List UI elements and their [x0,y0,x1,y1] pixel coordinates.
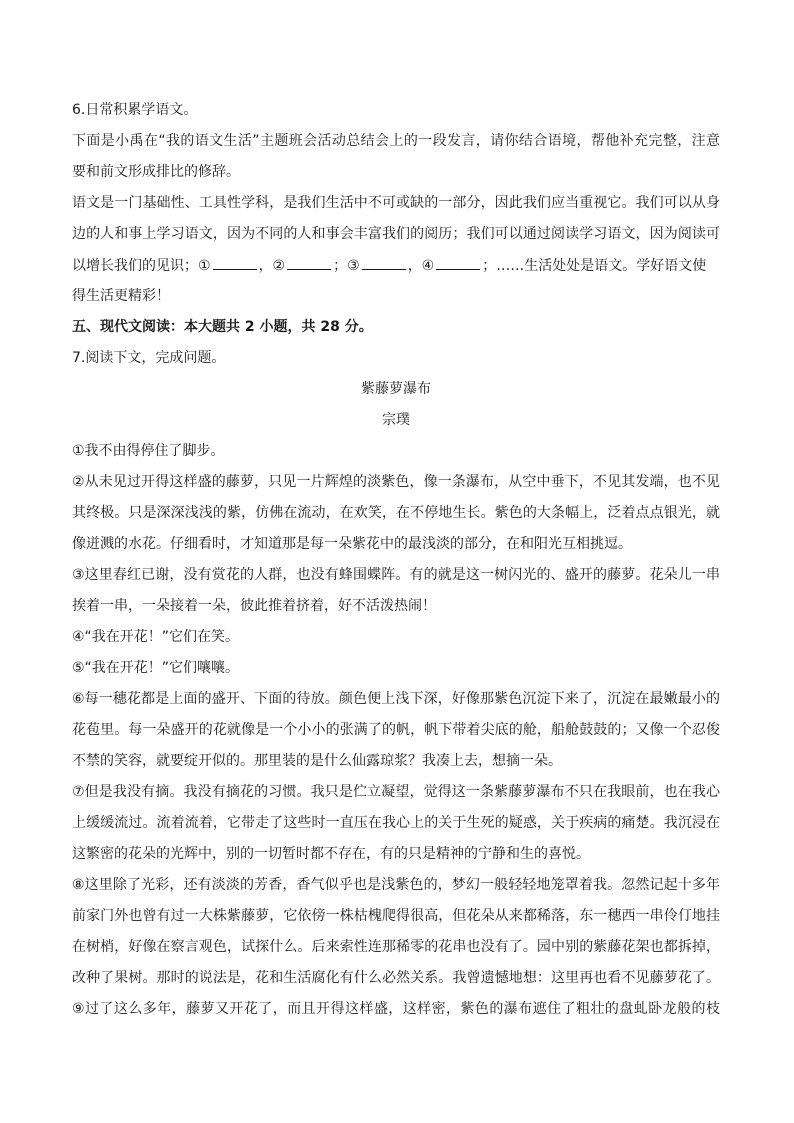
article-line: 挨着一串，一朵接着一朵，彼此推着挤着，好不活泼热闹！ [72,598,436,614]
article-author: 宗璞 [382,412,410,428]
article-line: ③这里春红已谢，没有赏花的人群，也没有蜂围蝶阵。有的就是这一树闪光的、盛开的藤萝。花朵儿一串 [72,567,720,583]
question-6-passage-line-3 [72,255,720,286]
fill-blank-2[interactable] [287,255,331,270]
article-line: ②从未见过开得这样盛的藤萝，只见一片辉煌的淡紫色，像一条瀑布，从空中垂下，不见其发端，也不见 [72,474,720,490]
article-line: 不禁的笑容，就要绽开似的。那里装的是什么仙露琼浆？我凑上去，想摘一朵。 [72,753,562,769]
question-6-passage-line-2: 边的人和事上学习语文，因为不同的人和事会丰富我们的阅历；我们可以通过阅读学习语文，因为阅读可 [72,226,720,242]
question-6-prompt-line-1: 下面是小禹在“我的语文生活”主题班会活动总结会上的一段发言，请你结合语境，帮他补充完整，注意 [72,133,720,149]
article-line: ⑧这里除了光彩，还有淡淡的芳香，香气似乎也是浅紫色的，梦幻一般轻轻地笼罩着我。忽然记起十多年 [72,877,720,893]
passage-segment: ；……生活处处是语文。学好语文使 [482,258,707,274]
question-6-title: 6.日常积累学语文。 [72,102,198,118]
article-line: ④“我在开花！”它们在笑。 [72,629,240,645]
article-line: ①我不由得停住了脚步。 [72,443,225,459]
question-6-prompt-line-2: 要和前文形成排比的修辞。 [72,164,240,180]
article-line: 上缓缓流过。流着流着，它带走了这些时一直压在我心上的关于生死的疑惑，关于疾病的痛楚。我沉浸在 [72,815,720,831]
article-line: ⑦但是我没有摘。我没有摘花的习惯。我只是伫立凝望，觉得这一条紫藤萝瀑布不只在我眼前，也在我心 [72,784,720,800]
question-7-title: 7.阅读下文，完成问题。 [72,350,226,366]
article-line: ⑤“我在开花！”它们嚷嚷。 [72,660,240,676]
fill-blank-3[interactable] [362,255,406,270]
article-line: 这繁密的花朵的光辉中，别的一切暂时都不存在，有的只是精神的宁静和生的喜悦。 [72,846,590,862]
article-title: 紫藤萝瀑布 [361,381,431,397]
passage-segment: 以增长我们的见识；① [72,258,211,274]
passage-segment: ，④ [407,258,435,274]
section-5-heading: 五、现代文阅读：本大题共 2 小题，共 28 分。 [72,319,373,335]
article-line: ⑥每一穗花都是上面的盛开、下面的待放。颜色便上浅下深，好像那紫色沉淀下来了，沉淀在最嫩最小的 [72,691,720,707]
passage-segment: ，② [258,258,286,274]
fill-blank-1[interactable] [213,255,257,270]
article-line: 前家门外也曾有过一大株紫藤萝，它依傍一株枯槐爬得很高，但花朵从来都稀落，东一穗西一串伶仃地挂 [72,908,720,924]
document-page [72,100,720,1030]
fill-blank-4[interactable] [436,255,480,270]
question-6-passage-line-1: 语文是一门基础性、工具性学科，是我们生活中不可或缺的一部分，因此我们应当重视它。我们可以从身 [72,195,720,211]
article-line: 像迸溅的水花。仔细看时，才知道那是每一朵紫花中的最浅淡的部分，在和阳光互相挑逗。 [72,536,632,552]
article-body [72,441,720,1030]
article-line: 花苞里。每一朵盛开的花就像是一个小小的张满了的帆，帆下带着尖底的舱，船舱鼓鼓的；又像一个忍俊 [72,722,720,738]
question-6-passage-line-4: 得生活更精彩！ [72,288,170,304]
passage-segment: ；③ [333,258,360,274]
article-line: 其终极。只是深深浅浅的紫，仿佛在流动，在欢笑，在不停地生长。紫色的大条幅上，泛着点点银光，就 [72,505,720,521]
article-line: ⑨过了这么多年，藤萝又开花了，而且开得这样盛，这样密，紫色的瀑布遮住了粗壮的盘虬卧龙般的枝 [72,1001,720,1017]
article-line: 在树梢，好像在察言观色，试探什么。后来索性连那稀零的花串也没有了。园中别的紫藤花架也都拆掉， [72,939,720,955]
article-line: 改种了果树。那时的说法是，花和生活腐化有什么必然关系。我曾遗憾地想：这里再也看不见藤萝花了。 [72,970,720,986]
